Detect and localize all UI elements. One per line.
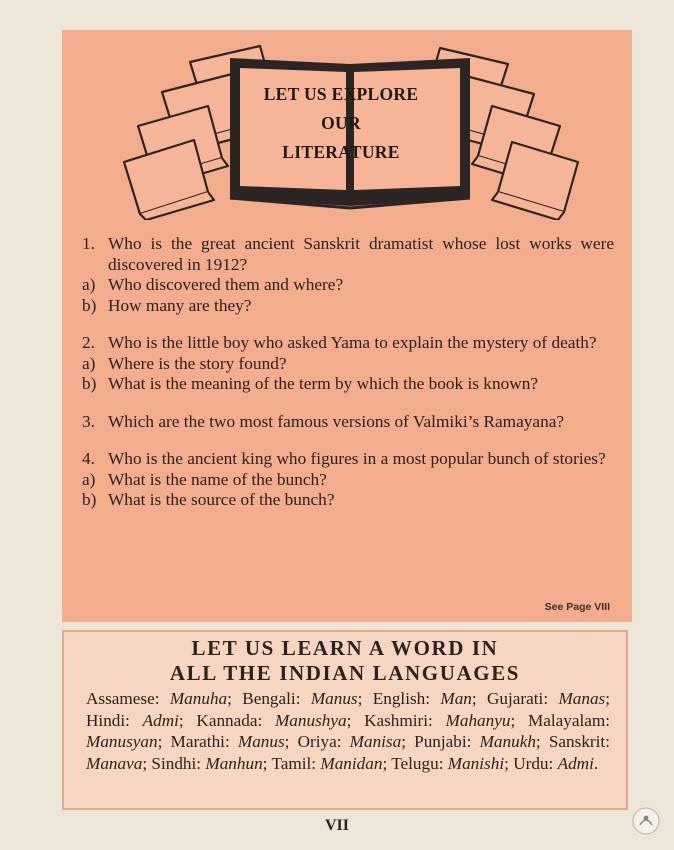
question-4b [82,490,614,511]
language-name: Assamese [86,689,155,708]
language-word: Manas [558,689,606,708]
language-name: Marathi [170,732,225,752]
banner-title [236,80,446,167]
language-word: Manisa [349,732,402,752]
language-word: Mahanyu [445,710,511,730]
language-entry: Marathi: Manus; [170,732,298,752]
language-name: Punjabi [414,732,467,752]
question-text: Which are the two most famous versions of Valmiki’s Ramayana? [108,411,565,431]
language-word: Manus [310,689,358,708]
question-1a [82,275,614,296]
language-name: Tamil [271,754,312,774]
question-1b [82,296,614,317]
question-text: Who is the ancient king who figures in a most popular bunch of stories? [108,449,606,468]
language-word: Admi [142,710,179,730]
publisher-logo-icon [631,806,661,836]
question-text: How many are they? [108,295,252,315]
question-text: What is the source of the bunch? [108,490,335,509]
language-title-line-1: LET US LEARN A WORD IN [191,636,499,660]
question-2b [82,374,614,395]
language-word: Manusyan [86,732,158,752]
question-number: b) [82,490,97,509]
page-number: VII [324,817,349,834]
banner-line-1: LET US EXPLORE [263,84,419,104]
language-word: Admi [557,754,594,774]
banner-line-3: LITERATURE [282,142,400,162]
language-name: Hindi [86,710,126,730]
question-number: 1. [82,234,95,253]
language-word: Manus [237,732,285,752]
language-word: Man [440,689,472,708]
language-name: Urdu [513,754,549,774]
question-text: Who is the great ancient Sanskrit dramatist whose lost works were discovered in 1912? [108,234,614,274]
language-entry: Bengali: Manus; [242,689,373,708]
question-number: a) [82,469,96,489]
see-page-note: See Page VIII [544,601,610,613]
language-entry: Sanskrit: Manava; [86,732,610,774]
language-name: Gujarati [487,689,544,708]
language-name: Telugu [391,754,439,774]
question-number: b) [82,295,97,315]
language-name: Bengali [242,689,296,708]
question-number: b) [82,374,97,393]
language-entry: Telugu: Manishi; [391,754,514,774]
question-4a [82,470,614,491]
language-entry: Kashmiri: Mahanyu; [364,710,528,730]
language-entry: Kannada: Manushya; [196,710,365,730]
language-name: English [372,689,426,708]
language-entry: Sindhi: Manhun; [151,754,272,774]
language-name: Kashmiri [364,710,429,730]
question-2 [82,333,614,354]
language-word: Manushya [274,710,347,730]
question-3 [82,412,614,433]
language-section-title [62,636,628,686]
question-list [82,234,614,511]
language-name: Malayalam [527,710,606,730]
question-number: 2. [82,333,95,352]
language-entry: Punjabi: Manukh; [414,732,549,752]
language-word-list [86,688,610,775]
language-entry: Oriya: Manisa; [297,732,415,752]
language-name: Oriya [297,732,337,752]
question-number: 4. [82,449,95,468]
language-entry: Malayalam: Manusyan; [86,710,611,752]
language-entry: Hindi: Admi; [86,710,197,730]
banner-line-2: OUR [321,113,361,133]
language-name: Kannada [196,710,258,730]
question-1 [82,234,614,275]
question-text: Who discovered them and where? [108,275,344,294]
question-4 [82,449,614,470]
language-name: Sindhi [151,754,197,774]
language-word: Manuha [169,689,228,708]
question-number: a) [82,353,96,373]
question-number: a) [82,275,96,294]
language-entry: Tamil: Manidan; [271,754,392,774]
language-entry: English: Man; [372,689,487,708]
question-number: 3. [82,411,95,431]
question-text: Where is the story found? [108,353,287,373]
question-text: Who is the little boy who asked Yama to explain the mystery of death? [108,333,597,352]
question-2a [82,354,614,375]
language-entry: Urdu: Admi. [513,754,599,774]
language-word: Manava [86,754,143,774]
language-name: Sanskrit [548,732,606,752]
language-title-line-2: ALL THE INDIAN LANGUAGES [169,661,521,685]
language-word: Manidan [320,754,383,774]
language-word: Manishi [447,754,505,774]
question-text: What is the meaning of the term by which the book is known? [108,374,539,393]
language-entry: Assamese: Manuha; [86,689,243,708]
language-word: Manhun [205,754,263,774]
language-word: Manukh [479,732,536,752]
language-entry: Gujarati: Manas; [487,689,611,708]
question-text: What is the name of the bunch? [108,469,327,489]
